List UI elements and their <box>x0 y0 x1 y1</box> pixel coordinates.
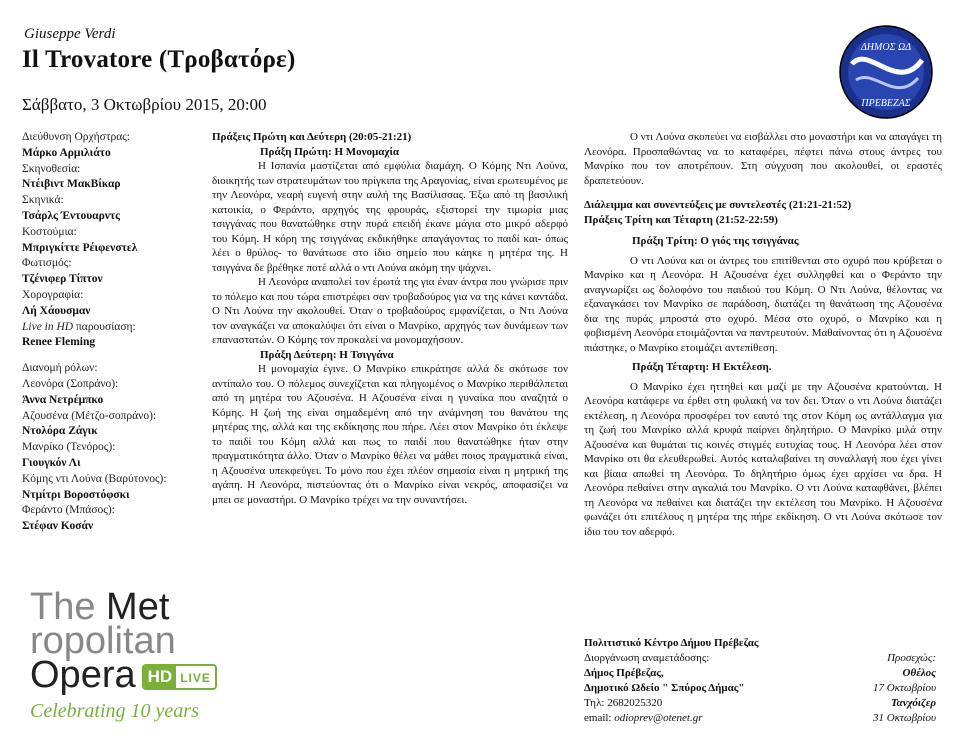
conductor-name: Μάρκο Αρμιλιάτο <box>22 146 111 159</box>
host-label <box>22 320 212 336</box>
conductor-label: Διεύθυνση Ορχήστρας: <box>22 131 130 143</box>
conservatory-logo <box>838 24 934 120</box>
met-opera-logo <box>30 586 217 696</box>
role-4-name: Ντμίτρι Βοροστόφσκι <box>22 488 130 501</box>
live-text: LIVE <box>180 670 211 685</box>
act-4-paragraph: Ο Μανρίκο έχει ηττηθεί και μαζί με την Αζουσένα κρατούνται. Η Λεονόρα κατάφερε να έρθει στη φυλακή να τον δει. Όταν ο ντι Λούνα διατάζει εκτέλεση, η Λεονόρα προσφέρει τον εαυτό της στον Κόμη ως αντάλλαγμα για τη ζωή του Μανρίκο αλλά κρυφά παίρνει δηλητήριο. Ο Μανρίκο μιλά στην Αζουσένα και θυμάται τις κοινές στιγμές ευτυχίας τους. Η Λεονόρα λέει στον Μανρίκο οτι θα ελευθερωθεί. Αυτός καταλαβαίνει τη συναλλαγή που έχει γίνει και βίαια απωθεί τη Λεονόρα. Το δηλητήριο όμως έχει αρχίσει να δρα. Η Λεονόρα πεθαίνει στην αγκαλιά του Μανρίκο. Ο ντι Λούνα καταφθάνει, βλέπει τη Λεονόρα να πεθαίνει και διατάζει την εκτέλεση του Μανρίκο. Η Αζουσένα φωνάζει ότι επιτέλους η μητέρα της πήρε εκδίκηση. Ο ντι Λούνα σκότωσε τον ίδιο του τον αδερφό. <box>584 380 942 538</box>
upcoming-label: Προσεχώς: <box>887 652 936 664</box>
choreo-label: Χορογραφία: <box>22 288 84 301</box>
org-label: Διοργάνωση αναμετάδοσης: <box>584 652 710 664</box>
role-1-label: Λεονόρα (Σοπράνο): <box>22 377 119 390</box>
sets-name: Τσάρλς Έντουαρντς <box>22 209 121 222</box>
footer-info <box>584 636 936 726</box>
act-1-title: Πράξη Πρώτη: Η Μονομαχία <box>260 145 400 158</box>
costumes-label: Κοστούμια: <box>22 225 77 238</box>
composer-name: Giuseppe Verdi <box>24 26 116 42</box>
role-5-name: Στέφαν Κοσάν <box>22 520 94 533</box>
met-the: The <box>30 586 96 628</box>
role-4-label: Κόμης ντι Λούνα (Βαρύτονος): <box>22 472 167 485</box>
met-opera: Opera <box>30 654 136 696</box>
act-2-continued: Ο ντι Λούνα σκοπεύει να εισβάλλει στο μοναστήρι και να απαγάγει τη Λεονόρα. Προσπαθώντας να το καταφέρει, πέφτει πάνω στους άντρες του Μανρίκο που τον αποτρέπουν. Στη σύγχυση που ακολουθεί, οι εραστές δραπετεύουν. <box>584 131 942 187</box>
director-label: Σκηνοθεσία: <box>22 162 81 175</box>
act-1-paragraph-2: Η Λεονόρα αναπολεί τον έρωτά της για έναν άντρα που γνώρισε πριν το πόλεμο και που τώρα επιστρέφει σαν τροβαδούρος για να της κάνει καντάδα. Ο Ντι Λούνα την ακολουθεί. Όταν ο τροβαδούρος εμφανίζεται, ο Ντι Λούνα τον αναγκάζει να αποκαλύψει ότι είναι ο Μανρίκο, αρχηγός των δυνάμεων των επαναστατών. Ο Κόμης τον προκαλεί να μονομαχήσουν. <box>212 276 568 346</box>
act-3-title: Πράξη Τρίτη: Ο γιός της τσιγγάνας <box>632 235 799 247</box>
upcoming-2-title: Τανχόιζερ <box>890 697 936 709</box>
costumes-name: Μπριγκίττε Ρέιφενστελ <box>22 241 138 254</box>
host-label-rest: παρουσίαση: <box>73 320 136 333</box>
logo-bottom-text: ΠΡΕΒΕΖΑΣ <box>861 98 911 109</box>
credits-list <box>22 130 212 535</box>
venue-name: Πολιτιστικό Κέντρο Δήμου Πρέβεζας <box>584 637 759 649</box>
role-3-label: Μανρίκο (Τενόρος): <box>22 441 116 454</box>
hd-text: HD <box>144 666 177 688</box>
act-2-title: Πράξη Δεύτερη: Η Τσιγγάνα <box>260 348 394 361</box>
org-2: Δημοτικό Ωδείο " Σπύρος Δήμας" <box>584 682 745 694</box>
lighting-name: Τζένιφερ Τίπτον <box>22 273 103 286</box>
choreo-name: Λή Χάουσμαν <box>22 304 91 317</box>
acts-1-2-heading: Πράξεις Πρώτη και Δεύτερη (20:05-21:21) <box>212 131 412 143</box>
opera-title: Il Trovatore (Τροβατόρε) <box>22 46 296 73</box>
upcoming-2-date: 31 Οκτωβρίου <box>872 712 936 724</box>
role-5-label: Φεράντο (Μπάσος): <box>22 504 115 517</box>
director-name: Ντέιβιντ ΜακΒίκαρ <box>22 178 121 191</box>
logo-top-text: ΔΗΜΟΣ ΩΔ <box>860 42 912 53</box>
sets-label: Σκηνικά: <box>22 194 64 207</box>
act-1-paragraph-1: Η Ισπανία μαστίζεται από εμφύλια διαμάχη. Ο Κόμης Ντι Λούνα, διοικητής των στρατευμάτων του πρίγκιπα της Αραγονίας, είναι ερωτευμένος με την Λεονόρα, νεαρή ευγενή στην αυλή της Βασίλισσας. Έξω από τη βασιλική κατοικία, ο Φεράντο, αρχηγός της φρουράς, εξιστορεί την τιμωρία μιας τσιγγάνας που θανατώθηκε στην πυρά επειδή έκανε μάγια στο μικρό αδερφό του Κόμη. Η κόρη της τσιγγάνας εκδικήθηκε απαγάγοντας το παιδί και- όπως λέει ο θρύλος- το θανάτωσε στο ίδιο σημείο που κάηκε η μητέρα της. Η τσιγγάνα δε βρέθηκε ποτέ αλλά ο ντι Λούνα ακόμη την ψάχνει. <box>212 160 568 274</box>
role-3-name: Γιουγκόν Λι <box>22 456 81 469</box>
upcoming-1-date: 17 Οκτωβρίου <box>872 682 936 694</box>
role-1-name: Άννα Νετρέμπκο <box>22 393 104 406</box>
host-name: Renee Fleming <box>22 336 96 349</box>
hd-live-badge <box>142 664 217 690</box>
host-label-italic: Live in HD <box>22 320 74 333</box>
email-link[interactable]: odioprev@otenet.gr <box>614 712 703 724</box>
performance-date: Σάββατο, 3 Οκτωβρίου 2015, 20:00 <box>22 95 267 114</box>
email-label: email: <box>584 712 615 724</box>
met-ropolitan: ropolitan <box>30 620 176 662</box>
act-3-paragraph: Ο ντι Λούνα και οι άντρες του επιτίθενται στο οχυρό που κρύβεται ο Μανρίκο και η Λεονόρα. Η Αζουσένα έχει συλληφθεί και ο Φεράντο την αναγνωρίζει ως δολοφόνο του παιδιού του Κόμη. Ο Ντι Λούνα, θέλοντας να εξαναγκάσει τον Μανρίκο σε παράδοση, διατάζει τη θανάτωση της Αζουσένα δια της πυράς μπροστά στο οχυρό. Μέσα στο οχυρό, ο Μανρίκο και η φοβισμένη Λεονόρα ετοιμάζονται να παντρευτούν. Μαθαίνοντας ότι η Αζουσένα πιάστηκε, ο Μανρίκο ετοιμάζει αντεπίθεση. <box>584 254 942 354</box>
intermission-heading: Διάλειμμα και συνεντεύξεις με συντελεστές (21:21-21:52) <box>584 199 852 211</box>
act-2-paragraph-1: Η μονομαχία έγινε. Ο Μανρίκο επικράτησε αλλά δε σκότωσε τον αντίπαλο του. Ο πόλεμος συνεχίζεται και πληγωμένος ο Μανρίκο περιθάλπεται από τη μητέρα του Αζουσένα. Η Αζουσένα είναι η γυναίκα που αναζητά ο Κόμης. Η ζωή της είναι σημαδεμένη από την ανάμνηση του θανάτου της μητέρας της, αλλά και της εκδίκησης που πήρε. Λέει στον Μανρίκο ότι έκλεψε το παιδί του Κόμη αλλά και πως το παιδί που θανατώθηκε ήταν στην πραγματικότητα άλλο. Όταν ο Μανρίκο θέλει να μάθει ποιος πραγματικά είναι, η Αζουσένα υπεκφεύγει. Το μόνο που έχει πλέον σημασία είναι η μητρική της αγάπη. Η Λεονόρα, πιστεύοντας ότι ο Μανρίκο είναι νεκρός, αποφασίζει να μπει σε μοναστήρι. Ο Μανρίκο τρέχει να την συναντήσει. <box>212 363 568 506</box>
act-4-title: Πράξη Τέταρτη: Η Εκτέλεση. <box>632 361 772 373</box>
cast-label: Διανομή ρόλων: <box>22 362 98 375</box>
synopsis-column-2 <box>584 130 942 539</box>
acts-3-4-heading: Πράξεις Τρίτη και Τέταρτη (21:52-22:59) <box>584 213 778 226</box>
org-1: Δήμος Πρέβεζας, <box>584 667 664 679</box>
celebrating-tagline: Celebrating 10 years <box>30 700 199 722</box>
lighting-label: Φωτισμός: <box>22 257 72 270</box>
phone: Τηλ: 2682025320 <box>584 697 663 709</box>
met-met: Met <box>106 586 170 628</box>
role-2-label: Αζουσένα (Μέτζο-σοπράνο): <box>22 409 157 422</box>
upcoming-1-title: Οθέλος <box>902 667 936 679</box>
synopsis-column-1 <box>212 130 568 507</box>
role-2-name: Ντολόρα Ζάγικ <box>22 425 98 438</box>
